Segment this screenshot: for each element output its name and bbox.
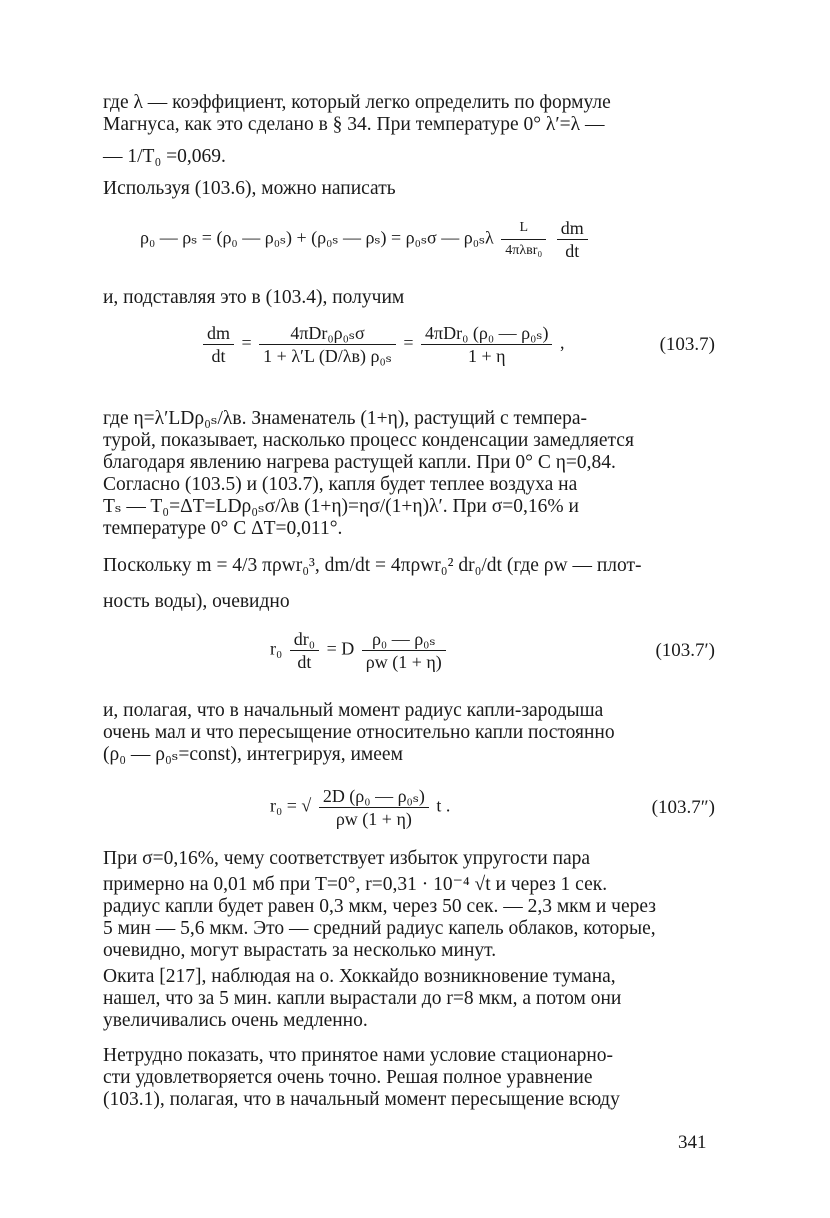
equation-number: (103.7′) (655, 640, 715, 661)
equation-103-7: $\frac{dm}{dt}$ = $\frac{\text{4πDr₀ρ₀ₛσ}}{\text{1 + λ′L (D/λв) ρ₀ₛ}}$ = $\frac{\text{4πDr₀ (ρ₀ — ρ₀ₛ)}}{1 + \eta}$ , (103.7) (200, 322, 715, 382)
text-line: При σ=0,16%, чему соответствует избыток упругости пара (103, 848, 591, 869)
text-line: Поскольку m = 4/3 πρwr₀³, dm/dt = 4πρwr₀² dr₀/dt (где ρw — плот- (103, 555, 642, 576)
fraction: $\frac{\text{dr₀}}{dt}$ (290, 628, 319, 673)
text-line: ность воды), очевидно (103, 591, 290, 612)
equation-lhs: ρ₀ — ρₛ = (ρ₀ — ρ₀ₛ) + (ρ₀ₛ — ρₛ) = ρ₀ₛσ — ρ₀ₛλ (140, 227, 494, 248)
text-line: нашел, что за 5 мин. капли вырастали до r=8 мкм, а потом они (103, 988, 622, 1009)
paragraph-8 (103, 966, 713, 1032)
text-line: очевидно, могут вырастать за несколько минут. (103, 940, 497, 961)
text-line: очень мал и что пересыщение относительно капли постоянно (103, 722, 615, 743)
equation-103-7-prime: r₀ $\frac{\text{dr₀}}{dt}$ = D $\frac{\text{ρ₀ — ρ₀ₛ}}{\rho w (1 + \eta)}$ (103.7′) (270, 629, 715, 672)
paragraph-9 (103, 1045, 713, 1111)
page-number: 341 (678, 1132, 707, 1153)
text-line: — 1/T₀ =0,069. (103, 146, 226, 167)
text-line: Tₛ — T₀=ΔT=LDρ₀ₛσ/λв (1+η)=ησ/(1+η)λ′. При σ=0,16% и (103, 496, 579, 517)
fraction: $\frac{\text{4πDr₀ (ρ₀ — ρ₀ₛ)}}{1 + \eta}$ (421, 322, 552, 367)
text-line: (ρ₀ — ρ₀ₛ=const), интегрируя, имеем (103, 744, 403, 765)
paragraph-7 (103, 848, 713, 962)
text-line: (103.1), полагая, что в начальный момент пересыщение всюду (103, 1089, 620, 1110)
fraction: $\frac{\text{2D (ρ₀ — ρ₀ₛ)}}{\rho w (1 + \eta)}$ (319, 785, 429, 830)
text-line: Нетрудно показать, что принятое нами условие стационарно- (103, 1045, 614, 1066)
equation-1 (140, 217, 715, 262)
text-line: радиус капли будет равен 0,3 мкм, через 50 сек. — 2,3 мкм и через (103, 896, 656, 917)
text-line: Согласно (103.5) и (103.7), капля будет теплее воздуха на (103, 474, 578, 495)
fraction: $\frac{dm}{dt}$ (557, 217, 588, 262)
text-line: сти удовлетворяется очень точно. Решая полное уравнение (103, 1067, 593, 1088)
equation-number: (103.7″) (651, 797, 715, 818)
text-line: Используя (103.6), можно написать (103, 178, 396, 199)
paragraph-4 (103, 408, 713, 540)
text-line: где η=λ′LDρ₀ₛ/λв. Знаменатель (1+η), растущий с темпера- (103, 408, 587, 429)
text-line: увеличивались очень медленно. (103, 1010, 368, 1031)
text-line: Магнуса, как это сделано в § 34. При температуре 0° λ′=λ — (103, 114, 605, 135)
paragraph-6 (103, 700, 713, 766)
fraction: $\frac{dm}{dt}$ (203, 322, 234, 367)
text-line: Окита [217], наблюдая на о. Хоккайдо возникновение тумана, (103, 966, 616, 987)
equation-103-7-double-prime: r₀ = √ $\frac{\text{2D (ρ₀ — ρ₀ₛ)}}{\rho w (1 + \eta)}$ t . (103.7″) (270, 786, 715, 829)
text-line: благодаря явлению нагрева растущей капли. При 0° С η=0,84. (103, 452, 616, 473)
paragraph-3 (103, 287, 713, 309)
paragraph-1 (103, 92, 713, 168)
text-line: и, подставляя это в (103.4), получим (103, 287, 405, 308)
fraction: $\frac{L}{\text{4πλвr₀}}$ (501, 217, 546, 262)
text-line: где λ — коэффициент, который легко определить по формуле (103, 92, 611, 113)
paragraph-5 (103, 555, 713, 613)
text-line: 5 мин — 5,6 мкм. Это — средний радиус капель облаков, которые, (103, 918, 656, 939)
paragraph-2 (103, 178, 713, 200)
text-line: примерно на 0,01 мб при T=0°, r=0,31 · 10⁻⁴ √t и через 1 сек. (103, 874, 608, 895)
text-line: температуре 0° С ΔT=0,011°. (103, 518, 343, 539)
fraction: $\frac{\text{4πDr₀ρ₀ₛσ}}{\text{1 + λ′L (D/λв) ρ₀ₛ}}$ (259, 322, 396, 367)
text-line: и, полагая, что в начальный момент радиус капли-зародыша (103, 700, 604, 721)
text-line: турой, показывает, насколько процесс конденсации замедляется (103, 430, 634, 451)
equation-number: (103.7) (659, 334, 715, 355)
fraction: $\frac{\text{ρ₀ — ρ₀ₛ}}{\rho w (1 + \eta)}$ (362, 628, 446, 673)
